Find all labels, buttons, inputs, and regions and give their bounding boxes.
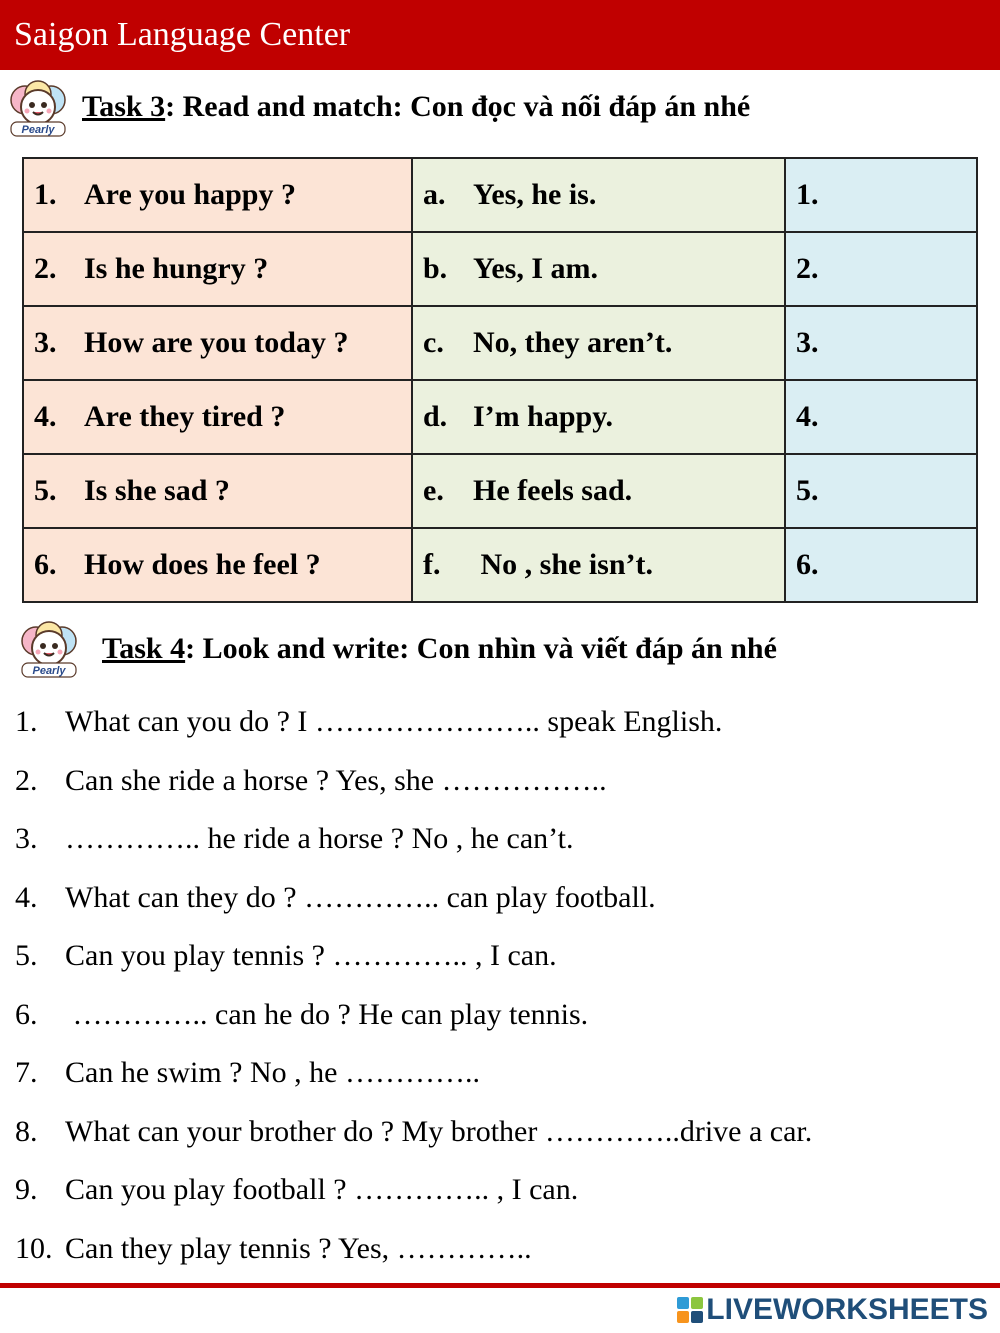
svg-text:Pearly: Pearly bbox=[32, 665, 66, 677]
answer-text: He feels sad. bbox=[473, 474, 633, 507]
answer-letter: c. bbox=[423, 326, 444, 359]
liveworksheets-logo-icon bbox=[677, 1297, 703, 1323]
list-item[interactable] bbox=[15, 764, 812, 823]
answer-cell bbox=[412, 454, 785, 528]
question-cell bbox=[23, 528, 412, 602]
question-cell bbox=[23, 158, 412, 232]
match-result-cell[interactable] bbox=[785, 454, 977, 528]
item-number: 9. bbox=[15, 1173, 38, 1206]
question-number: 2. bbox=[34, 252, 57, 285]
list-item[interactable] bbox=[15, 822, 812, 881]
answer-text: No , she isn’t. bbox=[473, 548, 654, 581]
item-number: 8. bbox=[15, 1114, 38, 1148]
match-result-cell[interactable] bbox=[785, 306, 977, 380]
item-number: 1. bbox=[15, 705, 38, 738]
table-row bbox=[23, 454, 977, 528]
item-text: Can she ride a horse ? Yes, she …………….. bbox=[65, 763, 607, 797]
item-text: What can you do ? I ………………….. speak English. bbox=[65, 705, 723, 738]
question-cell bbox=[23, 232, 412, 306]
answer-cell bbox=[412, 528, 785, 602]
pearl-mascot-icon bbox=[5, 74, 71, 140]
table-row bbox=[23, 232, 977, 306]
result-number: 2. bbox=[796, 252, 819, 285]
list-item[interactable] bbox=[15, 705, 812, 764]
task4-exercise-list bbox=[15, 705, 812, 1290]
match-result-cell[interactable] bbox=[785, 232, 977, 306]
answer-letter: d. bbox=[423, 400, 448, 433]
table-row bbox=[23, 158, 977, 232]
question-text: How are you today ? bbox=[84, 326, 349, 359]
answer-cell bbox=[412, 158, 785, 232]
result-number: 4. bbox=[796, 400, 819, 433]
question-text: How does he feel ? bbox=[84, 548, 321, 581]
header-bar bbox=[0, 0, 1000, 70]
question-text: Are they tired ? bbox=[84, 400, 286, 433]
item-text: Can they play tennis ? Yes, ………….. bbox=[65, 1231, 532, 1265]
list-item[interactable] bbox=[15, 939, 812, 998]
answer-cell bbox=[412, 306, 785, 380]
task3-heading bbox=[82, 90, 750, 124]
task3-label: Task 3 bbox=[82, 90, 166, 123]
answer-letter: a. bbox=[423, 178, 446, 211]
question-cell bbox=[23, 454, 412, 528]
match-result-cell[interactable] bbox=[785, 528, 977, 602]
answer-cell bbox=[412, 380, 785, 454]
item-text: What can your brother do ? My brother …………..drive a car. bbox=[65, 1114, 813, 1148]
answer-cell bbox=[412, 232, 785, 306]
list-item[interactable] bbox=[15, 881, 812, 940]
question-number: 5. bbox=[34, 474, 57, 507]
item-number: 6. bbox=[15, 997, 38, 1031]
item-text: What can they do ? ………….. can play football. bbox=[65, 880, 656, 914]
question-number: 6. bbox=[34, 548, 57, 581]
question-cell bbox=[23, 380, 412, 454]
task4-heading bbox=[102, 632, 777, 666]
item-text: Can he swim ? No , he ………….. bbox=[65, 1056, 480, 1089]
answer-letter: b. bbox=[423, 252, 448, 285]
answer-text: No, they aren’t. bbox=[473, 326, 673, 359]
question-text: Is she sad ? bbox=[84, 474, 230, 507]
result-number: 5. bbox=[796, 474, 819, 507]
table-row bbox=[23, 380, 977, 454]
match-result-cell[interactable] bbox=[785, 158, 977, 232]
answer-text: Yes, I am. bbox=[473, 252, 598, 285]
answer-text: I’m happy. bbox=[473, 400, 614, 433]
item-text: Can you play football ? ………….. , I can. bbox=[65, 1173, 579, 1206]
answer-letter: f. bbox=[423, 548, 441, 581]
table-row bbox=[23, 306, 977, 380]
result-number: 6. bbox=[796, 548, 819, 581]
item-number: 2. bbox=[15, 763, 38, 797]
matching-table bbox=[22, 157, 978, 603]
list-item[interactable] bbox=[15, 1056, 812, 1115]
list-item[interactable] bbox=[15, 1173, 812, 1232]
list-item[interactable] bbox=[15, 1232, 812, 1291]
item-text: ………….. can he do ? He can play tennis. bbox=[65, 997, 589, 1031]
footer-rule bbox=[0, 1283, 1000, 1288]
item-text: Can you play tennis ? ………….. , I can. bbox=[65, 939, 557, 972]
list-item[interactable] bbox=[15, 998, 812, 1057]
item-number: 5. bbox=[15, 939, 38, 972]
question-number: 3. bbox=[34, 326, 57, 359]
question-text: Are you happy ? bbox=[84, 178, 296, 211]
center-name: Saigon Language Center bbox=[14, 16, 351, 53]
question-text: Is he hungry ? bbox=[84, 252, 269, 285]
list-item[interactable] bbox=[15, 1115, 812, 1174]
answer-letter: e. bbox=[423, 474, 444, 507]
item-number: 10. bbox=[15, 1231, 53, 1265]
match-result-cell[interactable] bbox=[785, 380, 977, 454]
pearl-mascot-icon bbox=[16, 615, 82, 681]
brand-name: LIVEWORKSHEETS bbox=[706, 1293, 988, 1326]
item-number: 7. bbox=[15, 1056, 38, 1089]
question-number: 1. bbox=[34, 178, 57, 211]
question-cell bbox=[23, 306, 412, 380]
liveworksheets-brand[interactable] bbox=[677, 1293, 988, 1327]
table-row bbox=[23, 528, 977, 602]
svg-text:Pearly: Pearly bbox=[21, 124, 55, 136]
question-number: 4. bbox=[34, 400, 57, 433]
answer-text: Yes, he is. bbox=[473, 178, 597, 211]
task4-label: Task 4 bbox=[102, 632, 186, 665]
task4-instructions: : Look and write: Con nhìn và viết đáp án nhé bbox=[185, 632, 777, 665]
item-number: 4. bbox=[15, 880, 38, 914]
result-number: 3. bbox=[796, 326, 819, 359]
result-number: 1. bbox=[796, 178, 819, 211]
item-number: 3. bbox=[15, 822, 38, 855]
task3-instructions: : Read and match: Con đọc và nối đáp án nhé bbox=[165, 90, 751, 123]
item-text: ………….. he ride a horse ? No , he can’t. bbox=[65, 822, 574, 855]
